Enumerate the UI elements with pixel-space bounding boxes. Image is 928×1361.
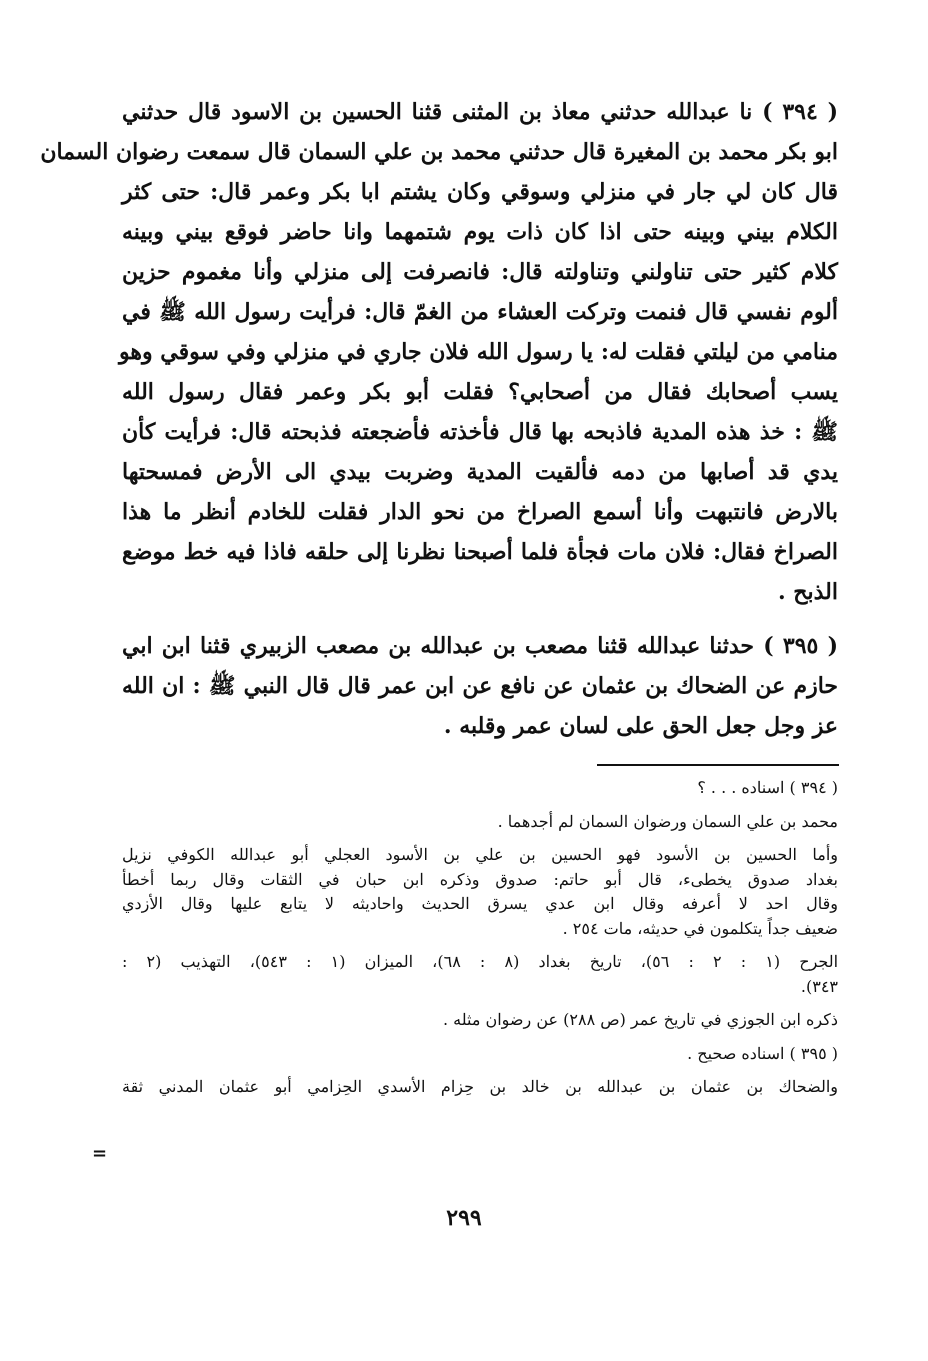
footnote-394-paragraph: [122, 843, 838, 941]
hadith-395: [122, 626, 838, 746]
footnote-line: والضحاك بن عثمان بن عبدالله بن خالد بن حِزام الأسدي الحِزامي أبو عثمان المدني ثقة: [122, 1077, 838, 1096]
footnote-divider: [597, 764, 839, 766]
footnote-line: ( ٣٩٥ ) اسناده صحيح .: [687, 1043, 838, 1063]
text-line: الكلام بيني وبينه حتى اذا كان ذات يوم شتمهما وانا حاضر فوقع بيني وبينه: [122, 219, 838, 245]
text-line: يدي قد أصابها من دمه فألقيت المدية وضربت بيدي الى الأرض فمسحتها: [122, 459, 838, 485]
footnote-line: ذكره ابن الجوزي في تاريخ عمر (ص ٢٨٨) عن رضوان مثله .: [442, 1010, 838, 1029]
footnote-394-heading: [122, 776, 838, 801]
text-line: ابو بكر محمد بن المغيرة قال حدثني محمد بن علي السمان قال سمعت رضوان السمان: [40, 139, 838, 165]
text-line: حازم عن الضحاك بن عثمان عن نافع عن ابن عمر قال قال النبي ﷺ : ان الله: [122, 673, 838, 699]
text-line: ( ٣٩٤ ) نا عبدالله حدثني معاذ بن المثنى قثنا الحسين بن الاسود قال حدثني: [122, 99, 838, 125]
continuation-mark: =: [92, 1143, 108, 1164]
hadith-394: [40, 92, 838, 612]
footnote-line: الجرح (١ : ٢ : ٥٦)، تاريخ بغداد (٨ : ٦٨)، الميزان (١ : ٥٤٣)، التهذيب (٢ :: [122, 952, 839, 971]
footnote-395-paragraph: [122, 1075, 838, 1100]
footnote-line: محمد بن علي السمان ورضوان السمان لم أجدهما .: [497, 811, 838, 831]
text-line: الذبح .: [777, 579, 838, 605]
text-line: ﷺ : خذ هذه المدية فاذبحه بها قال فأخذته فأضجعته فذبحته قال: فرأيت كأن: [122, 419, 838, 445]
footnote-394-paragraph: [122, 810, 838, 835]
text-line: منامي من ليلتي فقلت له: يا رسول الله فلان جاري في منزلي وفي سوقي وهو: [118, 339, 838, 365]
footnote-line: ضعيف جداً يتكلمون في حديثه، مات ٢٥٤ .: [562, 918, 838, 938]
footnote-line: وقال احد لا أعرفه وقال ابن عدي يسرق الحديث واحاديثه لا يتابع عليها وقال الأزدي: [122, 894, 838, 913]
footnote-line: وأما الحسين بن الأسود فهو الحسين بن علي بن الأسود العجلي أبو عبدالله الكوفي نزيل: [122, 845, 838, 864]
text-line: كلام كثير حتى تناولني وتناولته قال: فانصرفت إلى منزلي وأنا مغموم حزين: [122, 259, 838, 285]
main-text: [40, 92, 838, 760]
text-line: الصراخ فقال: فلان مات فجأة فلما أصبحنا نظرنا إلى حلقه فاذا فيه خط موضع: [122, 539, 838, 565]
footnotes: [122, 776, 838, 1109]
footnote-line: ( ٣٩٤ ) اسناده . . . ؟: [697, 778, 838, 797]
footnote-395-heading: [122, 1042, 838, 1067]
text-line: ألوم نفسي قال فنمت وتركت العشاء من الغمّ قال: فرأيت رسول الله ﷺ في: [122, 299, 838, 325]
text-line: قال كان لي جار في منزلي وسوقي وكان يشتم ابا بكر وعمر قال: حتى كثر: [122, 179, 838, 205]
footnote-line: ٣٤٣).: [800, 976, 838, 996]
text-line: ( ٣٩٥ ) حدثنا عبدالله قثنا مصعب بن عبدالله بن مصعب الزبيري قثنا ابن ابي: [122, 633, 838, 659]
footnote-line: بغداد صدوق يخطىء، قال أبو حاتم: صدوق وذكره ابن حبان في الثقات وقال ربما أخطأ: [122, 869, 838, 889]
page-number: ٢٩٩: [446, 1205, 482, 1231]
text-line: يسب أصحابك فقال من أصحابي؟ فقلت أبو بكر وعمر فقال رسول الله: [122, 379, 838, 405]
text-line: بالارض فانتبهت وأنا أسمع الصراخ من نحو الدار فقلت للخادم أنظر ما هذا: [122, 499, 838, 525]
text-line: عز وجل جعل الحق على لسان عمر وقلبه .: [443, 713, 838, 739]
footnote-394-paragraph: [122, 1008, 838, 1033]
footnote-394-references: [122, 950, 838, 999]
